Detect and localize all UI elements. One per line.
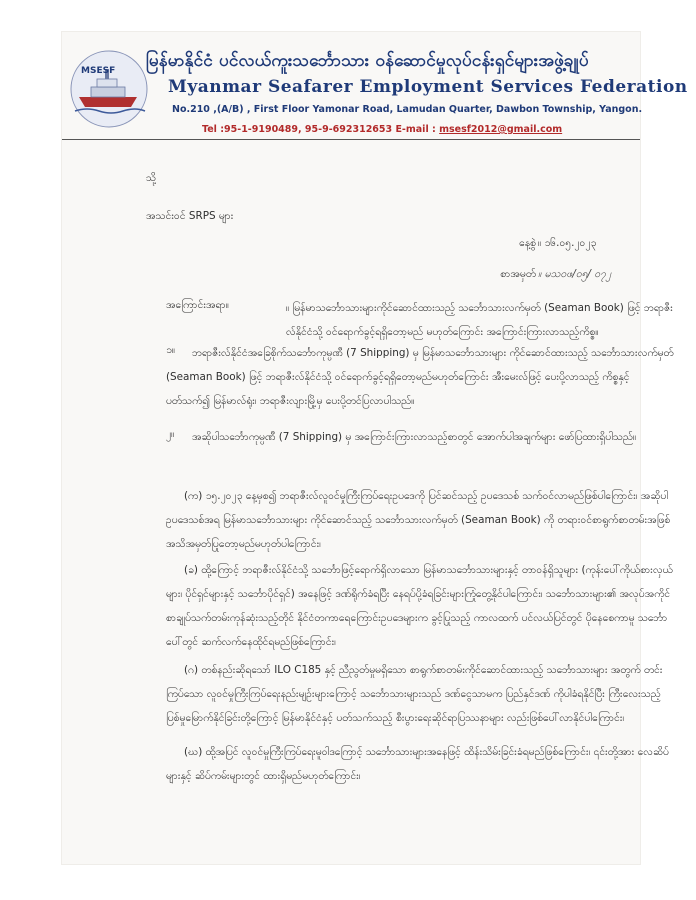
paragraph-2-number: ၂။ [166, 428, 175, 440]
contact-phone: Tel :95-1-9190489, 95-9-692312653 E-mail : [202, 124, 440, 135]
recipient: အသင်းဝင် SRPS များ [146, 210, 234, 222]
ref-label: စာအမှတ် [500, 268, 536, 280]
paragraph-1: ဘရာဇီးလ်နိုင်ငံအခြေစိုက်သင်္ဘောကုမ္ပဏီ (7 Shipping) မှ မြန်မာသင်္ဘောသားများ ကိုင်ဆောင်ထားသည့် သင်္ဘောသားလက်မှတ် (Seaman Book) ဖြင့် ဘရာဇီးလ်နိုင်ငံသို့ ဝင်ရောက်ခွင့်ရရှိတော့မည်မဟုတ်ကြောင်း အီးမေးလ်ဖြင့် ပေးပို့လာသည့် ကိစ္စနှင့် ပတ်သက်၍ မြန်မာလ်ရုံး၊ ဘရာဇီးလျားမြို့မှ ပေးပို့တင်ပြလာပါသည်။ [166, 347, 674, 407]
paragraph-1-number: ၁။ [166, 344, 175, 356]
org-address: No.210 ,(A/B) , First Floor Yamonar Road, Lamudan Quarter, Dawbon Township, Yangon. [172, 104, 643, 115]
org-name-myanmar: မြန်မာနိုင်ငံ ပင်လယ်ကူးသင်္ဘောသား ဝန်ဆောင်မှုလုပ်ငန်းရှင်များအဖွဲ့ချုပ် [146, 51, 589, 71]
point-ka: (က) ၁၅.၂၀၂၃ နေ့မှစ၍ ဘရာဇီးလ်လူဝင်မှုကြီးကြပ်ရေးဥပဒေကို ပြင်ဆင်သည့် ဥပဒေသစ် သက်ဝင်လာမည်ဖြစ်ပါကြောင်း၊ အဆိုပါဥပဒေသစ်အရ မြန်မာသင်္ဘောသားများ ကိုင်ဆောင်သည့် သင်္ဘောသားလက်မှတ် (Seaman Book) ကို တရားဝင်စာရွက်စာတမ်းအဖြစ် အသိအမှတ်ပြုတော့မည်မဟုတ်ပါကြောင်း၊ [166, 490, 671, 550]
salutation-to: သို့ [146, 172, 157, 184]
ref-value: ။ မသဝဖ/၀၅/ ၀၇၂ [538, 268, 611, 280]
paragraph-2: အဆိုပါသင်္ဘောကုမ္ပဏီ (7 Shipping) မှ အကြောင်းကြားလာသည့်စာတွင် အောက်ပါအချက်များ ဖော်ပြထားရှိပါသည်။ [192, 431, 637, 443]
letter-page [62, 32, 688, 864]
date-label: နေ့စွဲ [519, 237, 536, 249]
ship-logo-icon [67, 47, 151, 131]
point-nga: (ဃ) ထို့အပြင် လူဝင်မှုကြီးကြပ်ရေးမူဝါဒကြောင့် သင်္ဘောသားများအနေဖြင့် ထိန်းသိမ်းခြင်းခံရမည်ဖြစ်ကြောင်း၊ ၎င်းတို့အား လေဆိပ်များနှင့် ဆိပ်ကမ်းများတွင် ထားရှိမည်မဟုတ်ကြောင်း၊ [166, 746, 669, 782]
subject-label: အကြောင်းအရာ။ [166, 299, 229, 311]
msesf-logo [67, 47, 151, 131]
subject-text: ။ မြန်မာသင်္ဘောသားများကိုင်ဆောင်ထားသည့် သင်္ဘောသားလက်မှတ် (Seaman Book) ဖြင့် ဘရာဇီးလ်နိုင်ငံသို့ ဝင်ရောက်ခွင့်ရရှိတော့မည် မဟုတ်ကြောင်း အကြောင်းကြားလာသည့်ကိစ္စ။ [286, 302, 673, 338]
point-kha: (ခ) ထို့ကြောင့် ဘရာဇီးလ်နိုင်ငံသို့ သင်္ဘောဖြင့်ရောက်ရှိလာသော မြန်မာသင်္ဘောသားများနှင့် တာဝန်ရှိသူများ (ကုန်းပေါ်ကိုယ်စားလှယ်များ၊ ပိုင်ရှင်များနှင့် သင်္ဘောပိုင်ရှင်) အနေဖြင့် ဒဏ်ရိုက်ခံရပြီး နေရပ်ပို့ခံရခြင်းများကြုံတွေ့နိုင်ပါကြောင်း၊ သင်္ဘောသားများ၏ အလုပ်အကိုင် စာချုပ်သက်တမ်းကုန်ဆုံးသည့်တိုင် နိုင်ငံတကာရေကြောင်းဥပဒေများက ခွင့်ပြုသည့် ကာလထက် ပင်လယ်ပြင်တွင် ပိုနေစေကာမူ သင်္ဘောပေါ်တွင် ဆက်လက်နေထိုင်ရမည်ဖြစ်ကြောင်း၊ [166, 564, 673, 648]
org-name-english: Myanmar Seafarer Employment Services Federation [168, 77, 688, 97]
org-contact [202, 124, 562, 135]
svg-text:MSESF: MSESF [81, 66, 116, 76]
date-value: ။ ၁၆.၀၅.၂၀၂၃ [538, 237, 597, 249]
point-ga: (ဂ) တစ်နည်းဆိုရသော် ILO C185 နှင့် ညီညွတ်မှုမရှိသော စာရွက်စာတမ်းကိုင်ဆောင်ထားသည့် သင်္ဘောသားများ အတွက် တင်းကြပ်သော လူဝင်မှုကြီးကြပ်ရေးနည်းမျဉ်းများကြောင့် သင်္ဘောသားများသည် ဒဏ်ငွေသာမက ပြည်နှင်ဒဏ် ကိုပါခံရနိုင်ပြီး ကြီးလေးသည့် ပြစ်မှုမြောက်နိုင်ခြင်းတို့ကြောင့် မြန်မာနိုင်ငံနှင့် ပတ်သက်သည့် စီးပွားရေးဆိုင်ရာပြဿနာများ လည်းဖြစ်ပေါ်လာနိုင်ပါကြောင်း၊ [166, 664, 663, 724]
letterhead-divider [62, 139, 640, 140]
contact-email-link[interactable]: msesf2012@gmail.com [439, 124, 563, 135]
letterhead [62, 32, 688, 135]
